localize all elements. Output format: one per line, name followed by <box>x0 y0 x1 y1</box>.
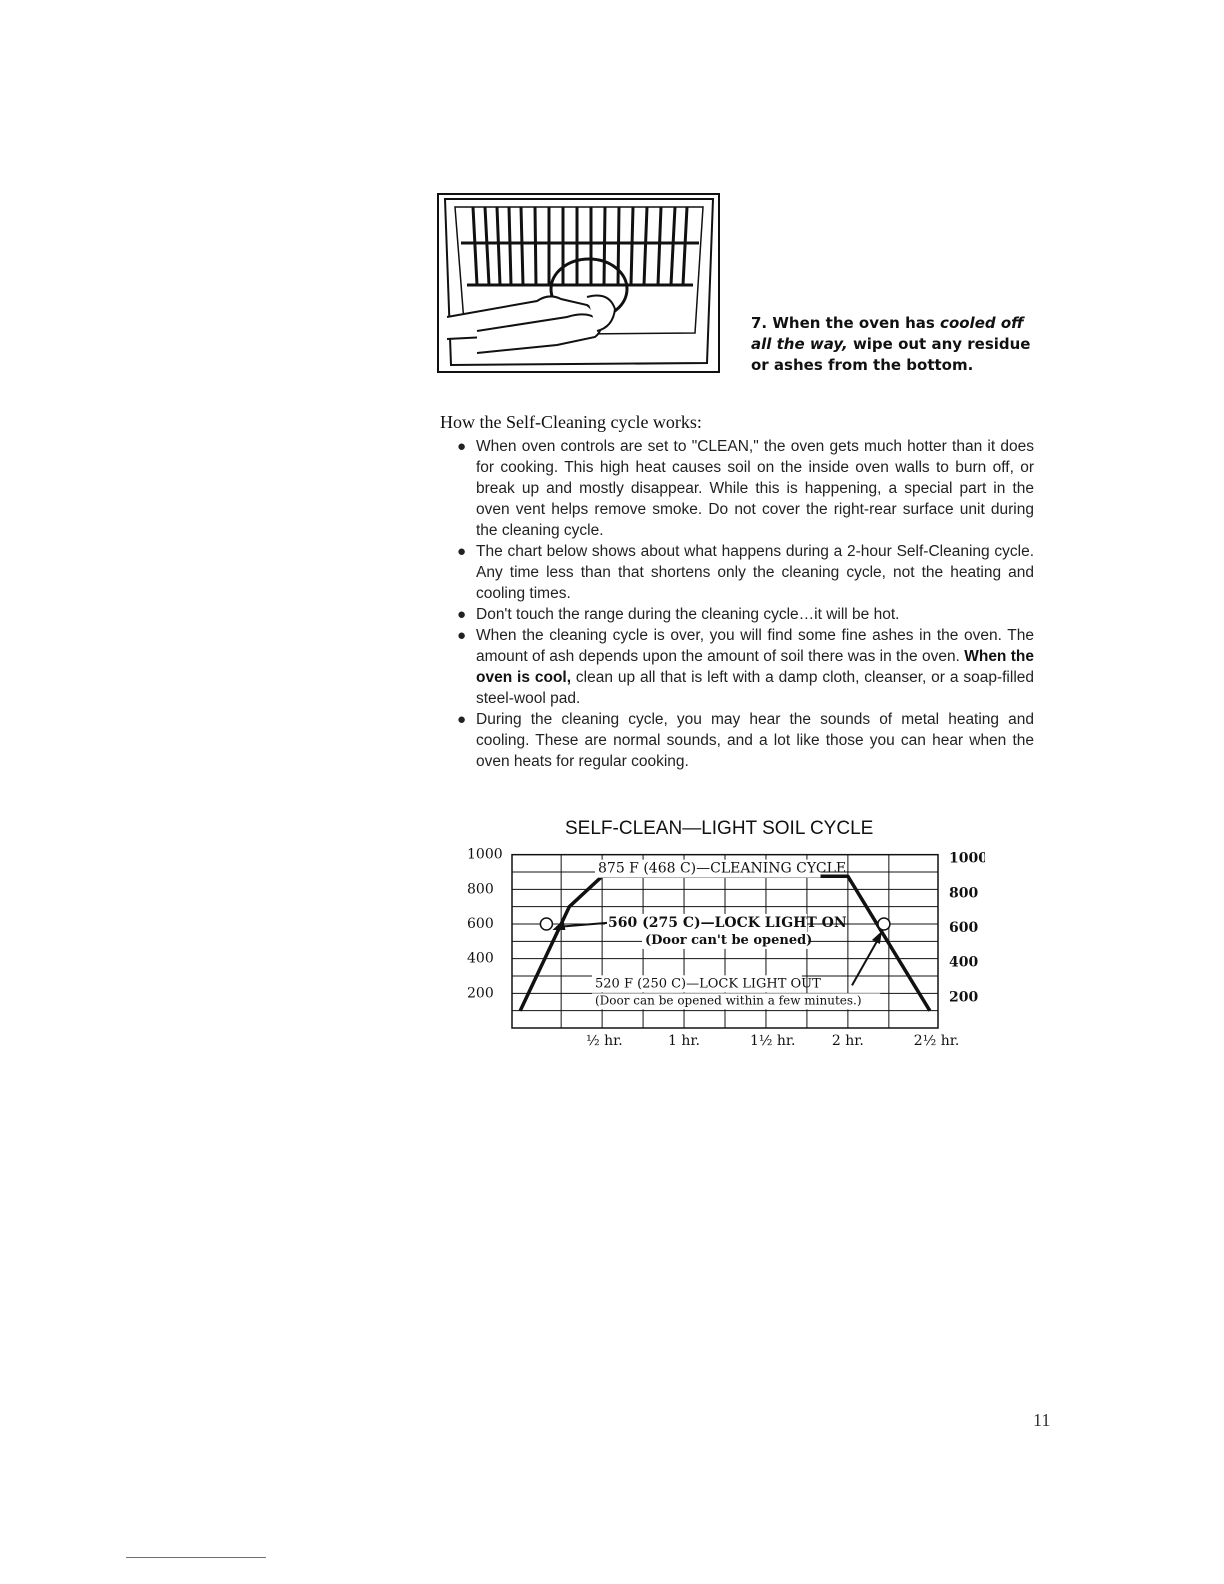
x-tick-label: 1 hr. <box>668 1033 701 1049</box>
list-item <box>456 709 1034 772</box>
step-7-instruction <box>751 313 1041 376</box>
bullet-icon: ● <box>457 606 467 623</box>
y-tick-label-left: 400 <box>467 950 494 967</box>
list-item <box>456 604 1034 625</box>
bullet-icon: ● <box>457 711 467 728</box>
lock-on-point <box>540 918 552 930</box>
lock-out-arrow <box>852 936 880 985</box>
chart-svg <box>455 808 985 1058</box>
oven-cleaning-illustration <box>437 193 721 375</box>
lock-on-label: 560 (275 C)—LOCK LIGHT ON <box>608 914 847 931</box>
list-item <box>456 436 1034 541</box>
step-rest: wipe out any residue or ashes from the bottom. <box>751 335 1031 374</box>
bullet-text: When oven controls are set to "CLEAN," the oven gets much hotter than it does for cooking. This high heat causes soil on the inside oven walls to burn off, or break up and mostly disappear. While this is happening, a special part in the oven vent helps remove smoke. Do not cover the right-rear surface unit during the cleaning cycle. <box>476 438 1034 539</box>
x-tick-label: 1½ hr. <box>749 1033 796 1049</box>
bullet-text: The chart below shows about what happens during a 2-hour Self-Cleaning cycle. Any time less than that shortens only the cleaning cycle, not the heating and cooling times. <box>476 543 1034 602</box>
list-item <box>456 541 1034 604</box>
y-tick-label-left: 800 <box>467 881 494 898</box>
self-clean-bullet-list <box>456 436 1034 772</box>
y-tick-label-left: 600 <box>467 916 494 932</box>
lock-out-arrowhead <box>872 931 882 944</box>
list-item <box>456 625 1034 709</box>
x-tick-label: 2½ hr. <box>913 1033 960 1049</box>
y-tick-label-right: 1000 <box>949 850 985 867</box>
lock-on-note: (Door can't be opened) <box>645 932 813 948</box>
y-tick-label-right: 200 <box>949 989 979 1006</box>
step-lead: When the oven has <box>772 314 935 332</box>
bullet-text-pre: When the cleaning cycle is over, you will find some fine ashes in the oven. The amount of ash depends upon the amount of soil there was in the oven. <box>476 627 1034 665</box>
bullet-text: Don't touch the range during the cleaning cycle…it will be hot. <box>476 606 900 623</box>
step-number: 7. <box>751 314 768 332</box>
chart-title: SELF-CLEAN—LIGHT SOIL CYCLE <box>565 818 874 839</box>
y-tick-label-right: 600 <box>949 920 979 936</box>
y-tick-label-right: 800 <box>949 885 979 902</box>
y-tick-label-left: 200 <box>467 985 494 1002</box>
bullet-text: During the cleaning cycle, you may hear the sounds of metal heating and cooling. These are normal sounds, and a lot like those you can hear when the oven heats for regular cooking. <box>476 711 1034 770</box>
x-tick-label: 2 hr. <box>831 1033 864 1049</box>
cleaning-cycle-label: 875 F (468 C)—CLEANING CYCLE <box>598 860 847 877</box>
oven-illustration-drawing <box>437 193 721 375</box>
y-tick-label-left: 1000 <box>467 846 503 863</box>
y-tick-label-right: 400 <box>949 954 979 971</box>
section-heading: How the Self-Cleaning cycle works: <box>440 412 702 432</box>
bullet-text-bold: When the oven is cool, <box>476 648 1034 686</box>
x-tick-label: ½ hr. <box>586 1033 623 1049</box>
page-number: 11 <box>1033 1410 1051 1430</box>
lock-on-arrowhead <box>552 920 565 930</box>
self-clean-chart <box>455 808 985 1058</box>
bullet-icon: ● <box>457 627 467 644</box>
bullet-text-post: clean up all that is left with a damp cloth, cleanser, or a soap-filled steel-wool pad. <box>476 669 1034 707</box>
bullet-icon: ● <box>457 543 467 560</box>
lock-off-point <box>878 918 890 930</box>
lock-out-note: (Door can be opened within a few minutes.) <box>595 993 862 1008</box>
bullet-icon: ● <box>457 438 467 455</box>
step-emphasis: cooled off all the way, <box>751 314 1024 353</box>
footer-rule <box>126 1557 266 1558</box>
lock-out-label: 520 F (250 C)—LOCK LIGHT OUT <box>595 976 821 992</box>
